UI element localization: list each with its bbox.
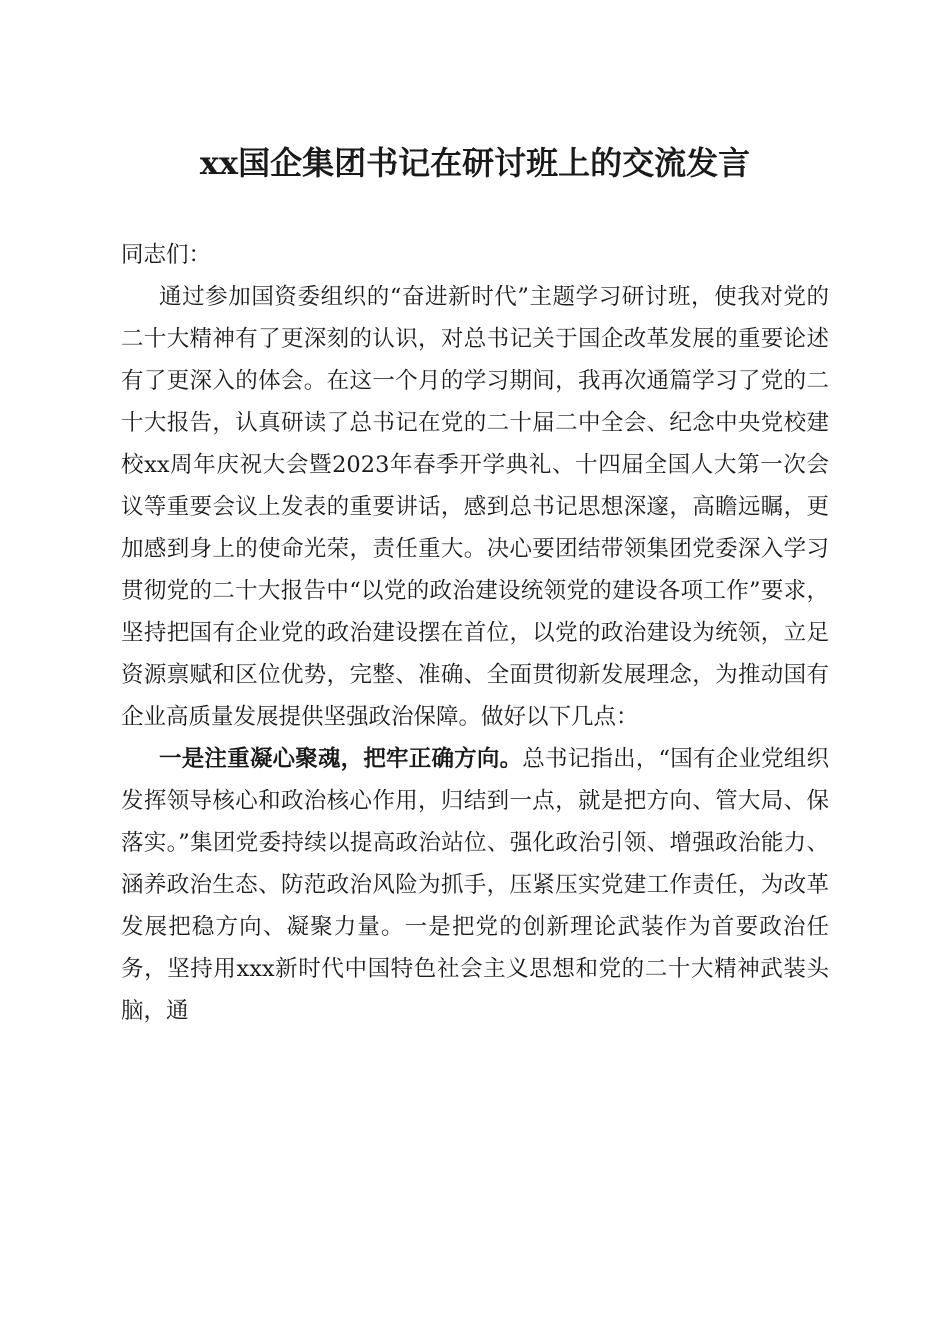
paragraph-1: 通过参加国资委组织的“奋进新时代”主题学习研讨班，使我对党的二十大精神有了更深刻的认识，对总书记关于国企改革发展的重要论述有了更深入的体会。在这一个月的学习期间，我再次通篇学习了党的二十大报告，认真研读了总书记在党的二十届二中全会、纪念中央党校建校xx周年庆祝大会暨2023年春季开学典礼、十四届全国人大第一次会议等重要会议上发表的重要讲话，感到总书记思想深邃，高瞻远瞩，更加感到身上的使命光荣，责任重大。决心要团结带领集团党委深入学习贯彻党的二十大报告中“以党的政治建设统领党的建设各项工作”要求，坚持把国有企业党的政治建设摆在首位，以党的政治建设为统领，立足资源禀赋和区位优势，完整、准确、全面贯彻新发展理念，为推动国有企业高质量发展提供坚强政治保障。做好以下几点： [121,284,829,730]
document-body [121,234,829,1032]
paragraph-2 [121,738,829,1032]
document-title: xx国企集团书记在研讨班上的交流发言 [199,144,751,182]
paragraph-2-lead: 一是注重凝心聚魂，把牢正确方向。 [159,746,523,772]
salutation: 同志们： [121,242,212,268]
paragraph-2-body: 总书记指出，“国有企业党组织发挥领导核心和政治核心作用，归结到一点，就是把方向、管大局、保落实。”集团党委持续以提高政治站位、强化政治引领、增强政治能力、涵养政治生态、防范政治风险为抓手，压紧压实党建工作责任，为改革发展把稳方向、凝聚力量。一是把党的创新理论武装作为首要政治任务，坚持用xxx新时代中国特色社会主义思想和党的二十大精神武装头脑，通 [121,746,829,1024]
